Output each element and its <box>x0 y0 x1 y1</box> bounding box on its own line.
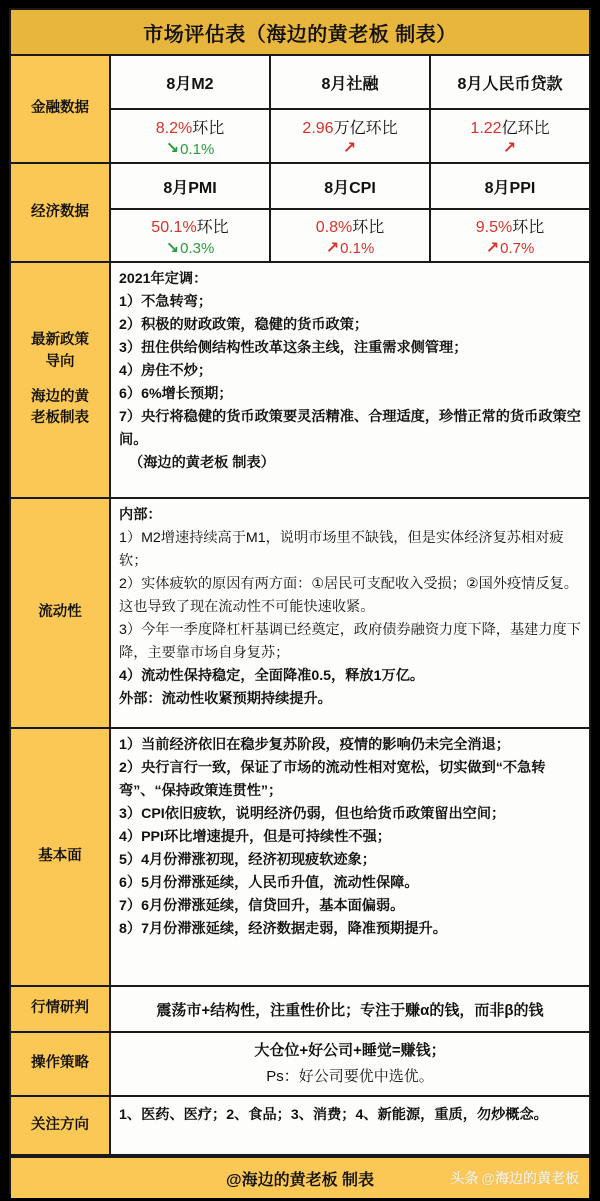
up-arrow-icon: ↗ <box>342 140 357 157</box>
row-label-policy-direction <box>11 263 111 497</box>
liquidity-heading: 内部： <box>119 507 162 523</box>
down-arrow-icon: ↘ <box>165 239 180 257</box>
metric-value <box>316 214 384 237</box>
metric-value <box>302 115 397 138</box>
economic-headers <box>111 164 589 210</box>
row-financial-data <box>11 56 589 164</box>
row-label-financial-data <box>11 56 111 162</box>
up-arrow-icon: ↗ <box>485 239 500 257</box>
watermark-source: 头条 <box>450 1170 479 1186</box>
financial-data-body <box>111 56 589 162</box>
metric-change-value: 0.3% <box>180 240 215 257</box>
metric-header-cell <box>431 164 589 208</box>
metric-change <box>486 240 535 257</box>
row-market-view <box>11 987 589 1033</box>
metric-number: 1.22 <box>470 120 502 137</box>
metric-number: 0.8% <box>315 219 353 236</box>
table-footer <box>11 1156 589 1198</box>
metric-value <box>470 115 549 138</box>
row-label-focus-direction <box>11 1097 111 1154</box>
label-text: 流动性 <box>38 604 82 621</box>
watermark <box>450 1168 579 1188</box>
metric-unit: 环比 <box>192 119 225 137</box>
metric-header-label: 8月CPI <box>324 179 376 197</box>
metric-header-label: 8月M2 <box>166 75 214 93</box>
financial-headers <box>111 56 589 110</box>
policy-item: 6）6%增长预期； <box>119 386 233 402</box>
fundamentals-item: 2）央行言行一致，保证了市场的流动性相对宽松，切实做到“不急转弯”、“保持政策连贯性”； <box>119 760 546 799</box>
metric-change <box>166 240 215 257</box>
focus-content <box>111 1097 589 1154</box>
financial-values <box>111 110 589 162</box>
row-liquidity <box>11 499 589 729</box>
metric-unit: 环比 <box>512 219 545 236</box>
label-text: 最新政策导向 <box>31 332 89 370</box>
metric-number: 8.2% <box>155 119 193 137</box>
metric-header-label: 8月PPI <box>484 179 536 197</box>
label-text: 操作策略 <box>31 1055 89 1072</box>
metric-change-value: 0.7% <box>500 240 535 257</box>
metric-change <box>343 141 357 157</box>
label-text: 行情研判 <box>31 1000 89 1017</box>
focus-text: 1、医药、医疗；2、食品；3、消费；4、新能源，重质，勿炒概念。 <box>119 1107 548 1123</box>
metric-unit: 环比 <box>352 219 385 236</box>
row-economic-data <box>11 164 589 263</box>
liquidity-outer: 外部：流动性收紧预期持续提升。 <box>119 691 332 707</box>
row-label-economic-data <box>11 164 111 261</box>
market-view-text: 震荡市+结构性，注重性价比；专注于赚α的钱，而非β的钱 <box>156 1001 544 1019</box>
fundamentals-item: 5）4月份滞涨初现，经济初现疲软迹象； <box>119 852 376 868</box>
row-label-strategy <box>11 1033 111 1095</box>
row-focus-direction <box>11 1097 589 1156</box>
fundamentals-item: 7）6月份滞涨延续，信贷回升，基本面偏弱。 <box>119 898 405 914</box>
up-arrow-icon: ↗ <box>325 239 340 257</box>
metric-number: 2.96 <box>302 120 334 137</box>
policy-item: 4）房住不炒； <box>119 363 213 379</box>
fundamentals-item: 6）5月份滞涨延续，人民币升值，流动性保障。 <box>119 875 419 891</box>
metric-value-cell <box>431 210 589 261</box>
strategy-line-1: 大仓位+好公司+睡觉=赚钱； <box>254 1041 446 1059</box>
policy-content <box>111 263 589 497</box>
metric-header-cell <box>111 164 271 208</box>
fundamentals-item: 1）当前经济依旧在稳步复苏阶段，疫情的影响仍未完全消退； <box>119 737 510 753</box>
metric-number: 50.1% <box>151 219 197 236</box>
strategy-content <box>111 1033 589 1095</box>
metric-change <box>326 240 375 257</box>
metric-header-cell <box>111 56 271 108</box>
table-title-bar <box>11 10 589 56</box>
label-text: 经济数据 <box>31 203 89 220</box>
fundamentals-item: 4）PPI环比增速提升，但是可持续性不强； <box>119 829 391 845</box>
fundamentals-content <box>111 729 589 985</box>
metric-header-cell <box>431 56 589 108</box>
economic-data-body <box>111 164 589 261</box>
label-subtext: 海边的黄老板制表 <box>31 388 89 427</box>
footer-maker-credit: @海边的黄老板 制表 <box>225 1171 375 1189</box>
metric-header-cell <box>271 56 431 108</box>
liquidity-item: 1）M2增速持续高于M1，说明市场里不缺钱，但是实体经济复苏相对疲软； <box>119 530 564 569</box>
metric-value-cell <box>111 210 271 261</box>
down-arrow-icon: ↘ <box>165 140 180 157</box>
row-label-market-view <box>11 987 111 1031</box>
row-label-fundamentals <box>11 729 111 985</box>
label-text: 金融数据 <box>31 100 89 117</box>
metric-value-cell <box>431 110 589 162</box>
page-title: 市场评估表（海边的黄老板 制表） <box>143 23 457 46</box>
row-fundamentals <box>11 729 589 987</box>
row-policy-direction <box>11 263 589 499</box>
metric-change <box>503 141 517 157</box>
policy-item: 3）扭住供给侧结构性改革这条主线，注重需求侧管理； <box>119 340 468 356</box>
metric-value-cell <box>111 110 271 162</box>
liquidity-item: 2）实体疲软的原因有两方面：①居民可支配收入受损；②国外疫情反复。这也导致了现在流动性不可能快速收紧。 <box>119 576 578 615</box>
strategy-lines <box>111 1033 589 1095</box>
metric-header-label: 8月PMI <box>163 179 217 197</box>
metric-value-cell <box>271 210 431 261</box>
policy-item: 7）央行将稳健的货币政策要灵活精准、合理适度，珍惜正常的货币政策空间。 <box>119 409 581 448</box>
row-strategy <box>11 1033 589 1097</box>
row-label-liquidity <box>11 499 111 727</box>
metric-value <box>156 115 224 138</box>
economic-values <box>111 210 589 261</box>
metric-unit: 万亿环比 <box>333 120 398 137</box>
fundamentals-item: 3）CPI依旧疲软，说明经济仍弱，但也给货币政策留出空间； <box>119 806 506 822</box>
metric-header-label: 8月社融 <box>321 75 379 93</box>
label-text: 基本面 <box>38 848 82 865</box>
liquidity-item: 4）流动性保持稳定，全面降准0.5，释放1万亿。 <box>119 668 425 684</box>
policy-heading: 2021年定调： <box>119 271 208 287</box>
up-arrow-icon: ↗ <box>502 140 517 157</box>
metric-value-cell <box>271 110 431 162</box>
metric-header-cell <box>271 164 431 208</box>
label-text: 关注方向 <box>31 1116 89 1133</box>
metric-change-value: 0.1% <box>180 140 215 158</box>
metric-unit: 亿环比 <box>501 120 550 137</box>
market-evaluation-table <box>9 8 591 1194</box>
metric-number: 9.5% <box>475 219 513 236</box>
policy-note: （海边的黄老板 制表） <box>129 455 275 471</box>
liquidity-content <box>111 499 589 727</box>
liquidity-item: 3）今年一季度降杠杆基调已经奠定，政府债券融资力度下降，基建力度下降，主要靠市场自身复苏； <box>119 622 581 661</box>
watermark-handle: @海边的黄老板 <box>481 1170 579 1186</box>
policy-item: 2）积极的财政政策，稳健的货币政策； <box>119 317 369 333</box>
metric-value <box>476 214 544 237</box>
metric-change-value: 0.1% <box>340 240 375 257</box>
metric-value <box>151 214 228 237</box>
strategy-line-2: Ps：好公司要优中选优。 <box>266 1068 434 1085</box>
policy-item: 1）不急转弯； <box>119 294 213 310</box>
metric-unit: 环比 <box>196 219 229 236</box>
metric-header-label: 8月人民币贷款 <box>457 75 563 93</box>
metric-change <box>166 141 215 158</box>
market-view-content <box>111 987 589 1031</box>
fundamentals-item: 8）7月份滞涨延续，经济数据走弱，降准预期提升。 <box>119 921 447 937</box>
